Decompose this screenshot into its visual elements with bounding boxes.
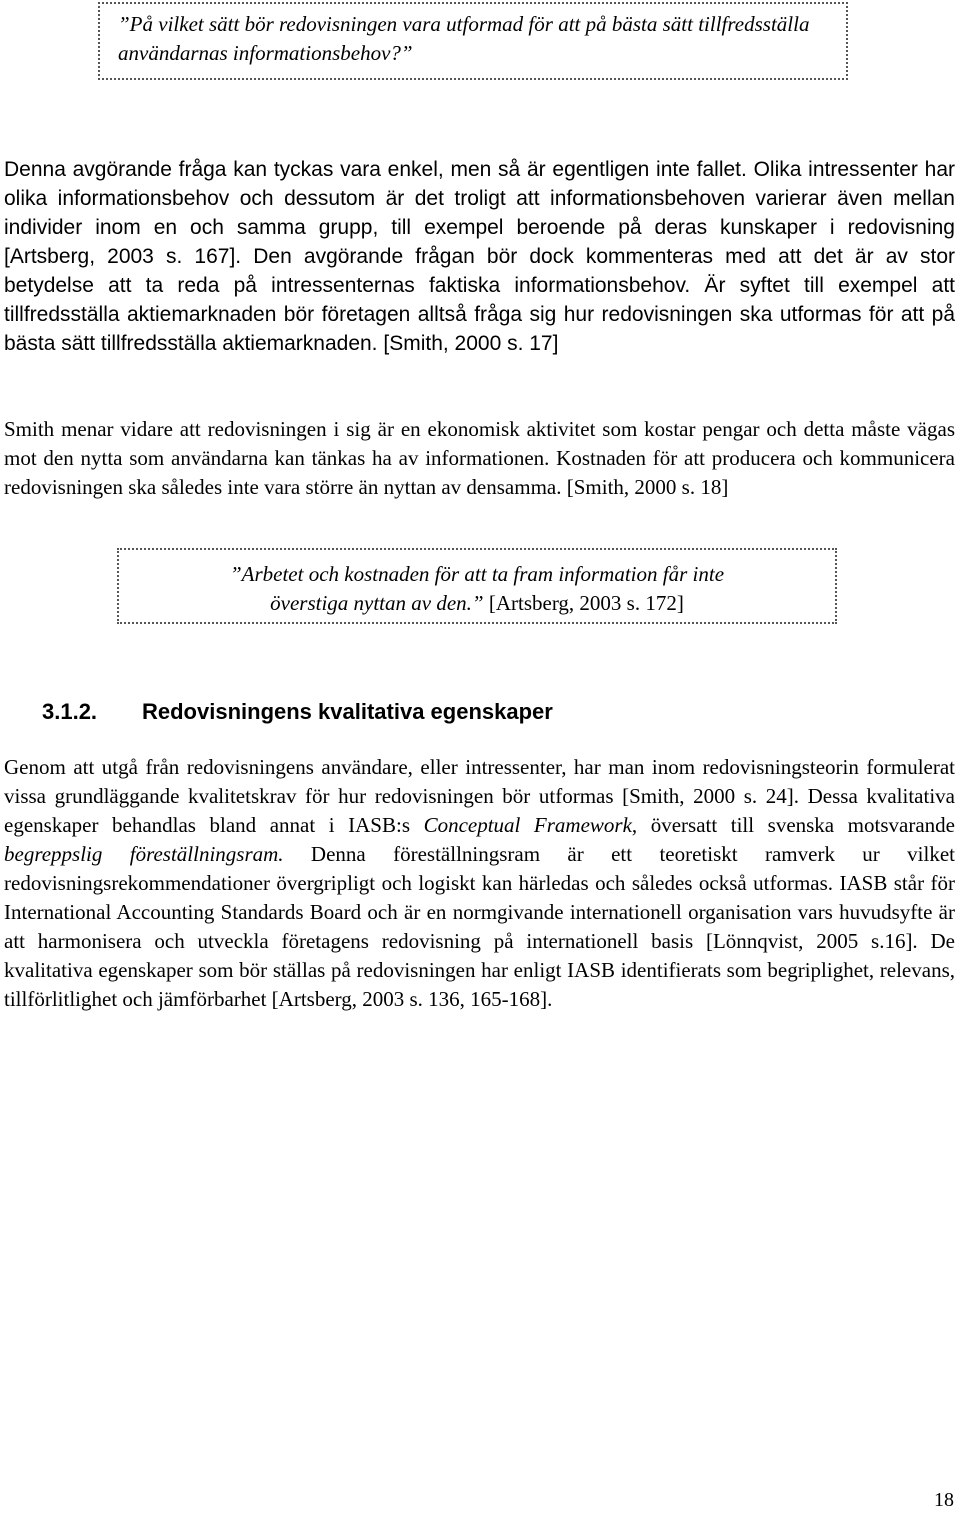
section-heading bbox=[42, 697, 553, 727]
paragraph-italic-begreppslig: begreppslig föreställningsram. bbox=[4, 842, 284, 866]
quote-line-1: ”Arbetet och kostnaden för att ta fram information får inte bbox=[229, 562, 725, 586]
section-title: Redovisningens kvalitativa egenskaper bbox=[142, 699, 553, 724]
quote-reference: [Artsberg, 2003 s. 172] bbox=[488, 591, 684, 615]
paragraph-italic-conceptual-framework: Conceptual Framework bbox=[423, 813, 632, 837]
paragraph-kostnad: Smith menar vidare att redovisningen i sig är en ekonomisk aktivitet som kostar pengar och detta måste vägas mot den nytta som användarna kan tänkas ha av informationen. Kostnaden för att producera och kommunicera redovisningen ska således inte vara större än nyttan av densamma. [Smith, 2000 s. 18] bbox=[4, 417, 955, 499]
quote-box-question bbox=[98, 2, 848, 80]
quote-question-text: ”På vilket sätt bör redovisningen vara utformad för att på bästa sätt tillfredsställa användarnas informationsbehov?” bbox=[118, 12, 810, 65]
paragraph-part-1: Genom att utgå från redovisningens användare, eller intressenter, har man inom redovisningsteorin formulerat vissa grundläggande kvalitetskrav för hur redovisningen bör utformas [Smith, 2000 s. 24]. Dessa kvalitativa egenskaper behandlas bland annat i IASB:s bbox=[4, 755, 955, 837]
quote-box-artsberg bbox=[117, 548, 837, 624]
page-number: 18 bbox=[934, 1489, 954, 1511]
paragraph-informationsbehov: Denna avgörande fråga kan tyckas vara enkel, men så är egentligen inte fallet. Olika intressenter har olika informationsbehov och dessutom är det troligt att informationsbehoven varierar även mellan individer inom en och samma grupp, till exempel beroende på deras kunskaper i redovisning [Artsberg, 2003 s. 167]. Den avgörande frågan bör dock kommenteras med att det är av stor betydelse att ta reda på intressenternas faktiska informationsbehov. Är syftet till exempel att tillfredsställa aktiemarknaden bör företagen alltså fråga sig hur redovisningen ska utformas för att på bästa sätt tillfredsställa aktiemarknaden. [Smith, 2000 s. 17] bbox=[4, 158, 955, 355]
quote-line-2: överstiga nyttan av den.” bbox=[270, 591, 484, 615]
paragraph-part-2: , översatt till svenska motsvarande bbox=[631, 813, 955, 837]
quote-artsberg-text bbox=[129, 560, 825, 618]
paragraph-kvalitativa-egenskaper bbox=[4, 753, 955, 1014]
section-number: 3.1.2. bbox=[42, 699, 98, 724]
paragraph-part-3: Denna föreställningsram är ett teoretiskt ramverk ur vilket redovisningsrekommendationer övergripligt och logiskt kan härledas och således också utformas. IASB står för International Accounting Standards Board och är en normgivande internationell organisation vars huvudsyfte är att harmonisera och utveckla företagens redovisning på internationell basis [Lönnqvist, 2005 s.16]. De kvalitativa egenskaper som bör ställas på redovisningen har enligt IASB identifierats som begriplighet, relevans, tillförlitlighet och jämförbarhet [Artsberg, 2003 s. 136, 165-168]. bbox=[4, 842, 955, 1011]
